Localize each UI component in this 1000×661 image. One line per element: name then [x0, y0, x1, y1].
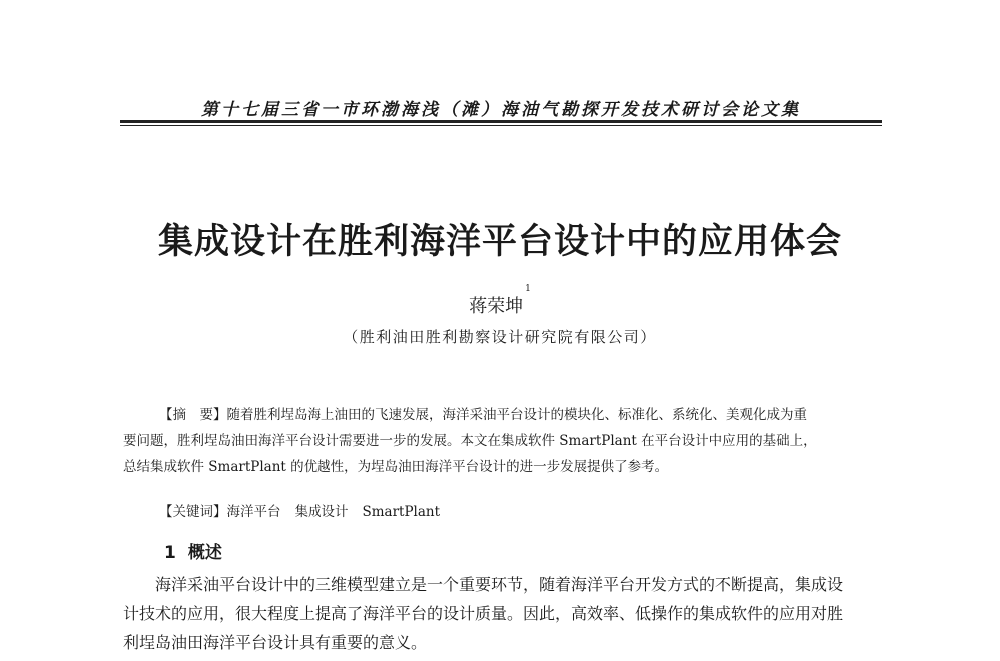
keyword: SmartPlant	[362, 504, 441, 520]
keyword: 海洋平台	[226, 504, 281, 520]
abstract-label: 【摘 要】	[159, 407, 227, 423]
author-name: 蒋荣坤	[469, 296, 524, 317]
abstract-line: 要问题，胜利埕岛油田海洋平台设计需要进一步的发展。本文在集成软件 SmartPlant 在平台设计中应用的基础上，	[123, 433, 817, 449]
section-heading	[164, 538, 222, 563]
keyword: 集成设计	[294, 504, 349, 520]
abstract	[123, 402, 885, 480]
section-number: 1	[164, 543, 176, 563]
abstract-line: 总结集成软件 SmartPlant 的优越性，为埕岛油田海洋平台设计的进一步发展提供了参考。	[123, 459, 669, 475]
affiliation: （胜利油田胜利勘察设计研究院有限公司）	[343, 328, 657, 346]
body-line: 计技术的应用，很大程度上提高了海洋平台的设计质量。因此，高效率、低操作的集成软件的应用对胜	[123, 604, 844, 623]
proceedings-header: 第十七届三省一市环渤海浅（滩）海油气勘探开发技术研讨会论文集	[201, 100, 801, 120]
header-rule-thin	[120, 125, 882, 126]
header-rule-thick	[120, 120, 882, 123]
author-line	[0, 284, 1000, 318]
body-line: 利埕岛油田海洋平台设计具有重要的意义。	[123, 633, 428, 652]
keywords	[159, 500, 879, 520]
body-paragraph	[123, 570, 885, 657]
body-line: 海洋采油平台设计中的三维模型建立是一个重要环节，随着海洋平台开发方式的不断提高，集成设	[155, 575, 844, 594]
keywords-label: 【关键词】	[159, 504, 227, 520]
author-footnote-mark: 1	[525, 284, 531, 294]
paper-title: 集成设计在胜利海洋平台设计中的应用体会	[157, 221, 842, 262]
section-title: 概述	[187, 543, 222, 563]
abstract-line: 【摘 要】随着胜利埕岛海上油田的飞速发展，海洋采油平台设计的模块化、标准化、系统化、美观化成为重	[159, 407, 807, 423]
